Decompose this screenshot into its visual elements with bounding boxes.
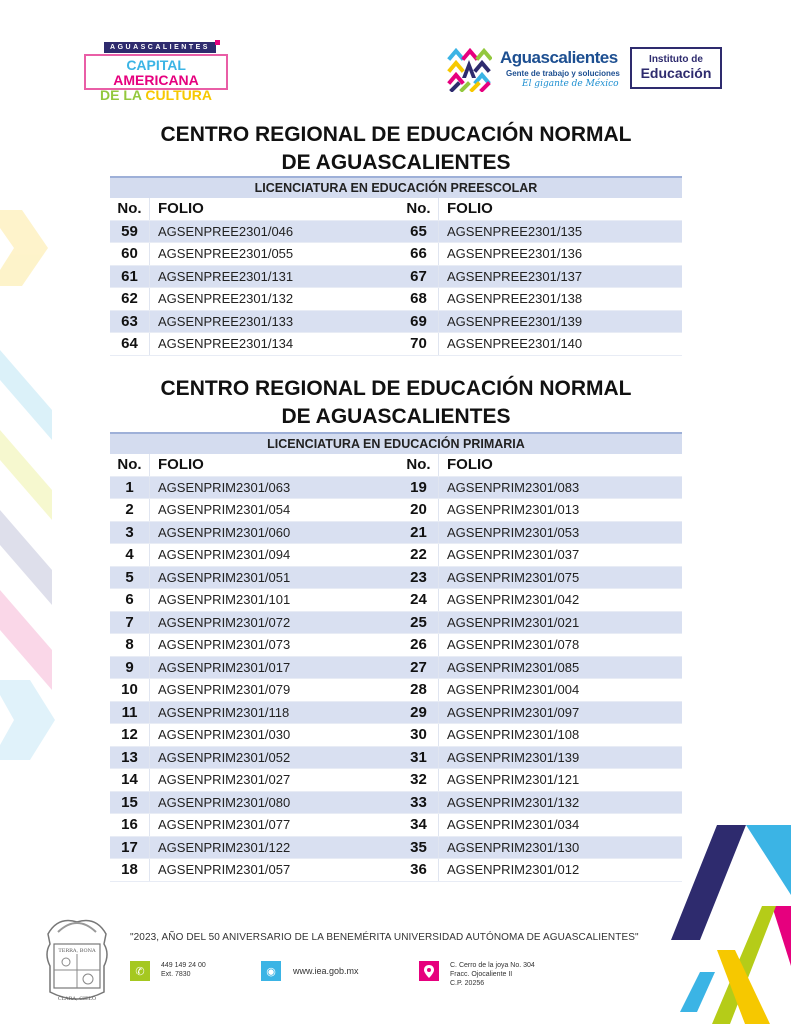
row-number: 33 <box>399 792 439 814</box>
instituto-educacion-logo <box>630 47 722 89</box>
row-number: 5 <box>110 567 150 589</box>
folio-cell: AGSENPRIM2301/017 <box>158 659 291 675</box>
row-number: 23 <box>399 567 439 589</box>
folio-cell: AGSENPREE2301/140 <box>447 336 583 351</box>
folio-cell: AGSENPREE2301/133 <box>158 313 294 329</box>
seal-text-top: TERRA, BONA <box>58 948 96 954</box>
footer-website[interactable] <box>261 961 359 981</box>
globe-icon: ◉ <box>261 961 281 981</box>
footer-address <box>419 961 535 988</box>
column-header-no: No. <box>110 454 150 476</box>
row-number: 69 <box>399 311 439 333</box>
table-row <box>110 657 682 680</box>
folio-cell: AGSENPREE2301/138 <box>447 291 583 306</box>
table-row <box>110 243 682 266</box>
table-header-row <box>110 198 682 221</box>
row-number: 60 <box>110 243 150 265</box>
row-number: 66 <box>399 243 439 265</box>
table-row <box>110 837 682 860</box>
cac-logo-top: AGUASCALIENTES <box>104 42 216 53</box>
column-header-folio: FOLIO <box>447 456 493 473</box>
row-number: 26 <box>399 634 439 656</box>
aguascalientes-a-graphic <box>671 825 791 1024</box>
table-row <box>110 702 682 725</box>
row-number: 63 <box>110 311 150 333</box>
row-number: 20 <box>399 499 439 521</box>
address-line-3: C.P. 20256 <box>450 980 485 987</box>
row-number: 27 <box>399 657 439 679</box>
folio-cell: AGSENPREE2301/131 <box>158 268 294 284</box>
folio-cell: AGSENPRIM2301/027 <box>158 772 291 787</box>
aguascalientes-government-logo <box>446 46 626 94</box>
folio-cell: AGSENPRIM2301/078 <box>447 637 580 652</box>
row-number: 12 <box>110 724 150 746</box>
row-number: 11 <box>110 702 150 724</box>
row-number: 62 <box>110 288 150 310</box>
row-number: 8 <box>110 634 150 656</box>
folio-cell: AGSENPREE2301/132 <box>158 291 294 306</box>
table-row <box>110 814 682 837</box>
table-subtitle: LICENCIATURA EN EDUCACIÓN PRIMARIA <box>110 432 682 454</box>
table-row <box>110 589 682 612</box>
folio-cell: AGSENPRIM2301/075 <box>447 569 580 585</box>
capital-americana-cultura-logo <box>84 42 232 103</box>
row-number: 35 <box>399 837 439 859</box>
row-number: 59 <box>110 221 150 243</box>
folio-cell: AGSENPRIM2301/101 <box>158 592 291 607</box>
folio-cell: AGSENPRIM2301/034 <box>447 817 580 832</box>
row-number: 70 <box>399 333 439 355</box>
row-number: 16 <box>110 814 150 836</box>
cac-line1a: CAPITAL <box>126 57 186 73</box>
folio-cell: AGSENPRIM2301/072 <box>158 614 291 630</box>
table-row <box>110 859 682 882</box>
table-row <box>110 679 682 702</box>
row-number: 19 <box>399 477 439 499</box>
folio-cell: AGSENPRIM2301/097 <box>447 704 580 720</box>
folio-cell: AGSENPRIM2301/132 <box>447 794 580 810</box>
row-number: 7 <box>110 612 150 634</box>
table-row <box>110 221 682 244</box>
folio-cell: AGSENPRIM2301/052 <box>158 749 291 765</box>
folio-cell: AGSENPRIM2301/085 <box>447 659 580 675</box>
folio-cell: AGSENPRIM2301/021 <box>447 614 580 630</box>
folio-cell: AGSENPRIM2301/108 <box>447 727 580 742</box>
row-number: 36 <box>399 859 439 881</box>
table-row <box>110 634 682 657</box>
iea-logo-line1: Instituto de <box>649 54 703 65</box>
table-body <box>110 221 682 356</box>
phone-icon: ✆ <box>130 961 150 981</box>
row-number: 6 <box>110 589 150 611</box>
column-header-folio: FOLIO <box>447 200 493 217</box>
row-number: 14 <box>110 769 150 791</box>
row-number: 17 <box>110 837 150 859</box>
table-row <box>110 544 682 567</box>
row-number: 30 <box>399 724 439 746</box>
column-header-no: No. <box>399 198 439 220</box>
folio-cell: AGSENPRIM2301/080 <box>158 794 291 810</box>
folio-cell: AGSENPREE2301/136 <box>447 246 583 261</box>
title-line-1: CENTRO REGIONAL DE EDUCACIÓN NORMAL <box>160 123 632 146</box>
row-number: 10 <box>110 679 150 701</box>
row-number: 13 <box>110 747 150 769</box>
row-number: 21 <box>399 522 439 544</box>
folio-cell: AGSENPREE2301/134 <box>158 336 294 351</box>
folio-cell: AGSENPRIM2301/094 <box>158 547 291 562</box>
row-number: 15 <box>110 792 150 814</box>
folio-cell: AGSENPRIM2301/130 <box>447 839 580 855</box>
table-row <box>110 266 682 289</box>
section-title-preescolar <box>110 121 682 177</box>
folio-table-preescolar <box>110 176 682 356</box>
table-row <box>110 567 682 590</box>
folio-cell: AGSENPRIM2301/053 <box>447 524 580 540</box>
website-link[interactable]: www.iea.gob.mx <box>293 966 359 976</box>
folio-cell: AGSENPRIM2301/060 <box>158 524 291 540</box>
ags-logo-name: Aguascalientes <box>500 48 618 67</box>
column-header-no: No. <box>110 198 150 220</box>
row-number: 9 <box>110 657 150 679</box>
cac-logo-box <box>84 54 228 103</box>
table-row <box>110 288 682 311</box>
table-row <box>110 769 682 792</box>
folio-cell: AGSENPRIM2301/042 <box>447 592 580 607</box>
row-number: 34 <box>399 814 439 836</box>
table-row <box>110 333 682 356</box>
folio-cell: AGSENPRIM2301/073 <box>158 637 291 652</box>
folio-cell: AGSENPREE2301/055 <box>158 246 294 261</box>
folio-cell: AGSENPRIM2301/122 <box>158 839 291 855</box>
table-row <box>110 747 682 770</box>
row-number: 4 <box>110 544 150 566</box>
row-number: 61 <box>110 266 150 288</box>
row-number: 24 <box>399 589 439 611</box>
title-line-2: DE AGUASCALIENTES <box>281 151 511 174</box>
table-row <box>110 724 682 747</box>
column-header-folio: FOLIO <box>158 200 204 217</box>
row-number: 64 <box>110 333 150 355</box>
folio-cell: AGSENPRIM2301/121 <box>447 772 580 787</box>
folio-cell: AGSENPRIM2301/054 <box>158 502 291 517</box>
table-row <box>110 612 682 635</box>
cac-line1b: AMERICANA <box>113 72 199 88</box>
folio-cell: AGSENPREE2301/046 <box>158 223 294 239</box>
footer-phone <box>130 961 206 981</box>
table-row <box>110 311 682 334</box>
folio-cell: AGSENPRIM2301/079 <box>158 682 291 697</box>
phone-number: 449 149 24 00 <box>161 962 206 969</box>
row-number: 25 <box>399 612 439 634</box>
ags-logo-slogan: El gigante de México <box>522 79 619 89</box>
row-number: 29 <box>399 702 439 724</box>
table-header-row <box>110 454 682 477</box>
column-header-folio: FOLIO <box>158 456 204 473</box>
table-subtitle: LICENCIATURA EN EDUCACIÓN PREESCOLAR <box>110 176 682 198</box>
cac-line2b: CULTURA <box>145 87 212 103</box>
folio-cell: AGSENPRIM2301/004 <box>447 682 580 697</box>
row-number: 31 <box>399 747 439 769</box>
phone-extension: Ext. 7830 <box>161 971 191 978</box>
table-row <box>110 499 682 522</box>
row-number: 3 <box>110 522 150 544</box>
folio-cell: AGSENPREE2301/139 <box>447 313 583 329</box>
address-line-1: C. Cerro de la joya No. 304 <box>450 962 535 969</box>
folio-cell: AGSENPRIM2301/063 <box>158 479 291 495</box>
row-number: 28 <box>399 679 439 701</box>
row-number: 18 <box>110 859 150 881</box>
folio-cell: AGSENPRIM2301/012 <box>447 862 580 877</box>
address-line-2: Fracc. Ojocaliente II <box>450 971 513 978</box>
folio-cell: AGSENPRIM2301/057 <box>158 862 291 877</box>
state-coat-of-arms-seal <box>38 914 116 1006</box>
folio-cell: AGSENPREE2301/137 <box>447 268 583 284</box>
folio-cell: AGSENPRIM2301/037 <box>447 547 580 562</box>
folio-table-primaria <box>110 432 682 882</box>
iea-logo-line2: Educación <box>640 65 712 81</box>
row-number: 1 <box>110 477 150 499</box>
table-row <box>110 522 682 545</box>
folio-cell: AGSENPRIM2301/118 <box>158 704 290 720</box>
ags-logo-tagline: Gente de trabajo y soluciones <box>506 69 620 78</box>
row-number: 22 <box>399 544 439 566</box>
aguascalientes-chevron-icon <box>446 46 492 92</box>
folio-cell: AGSENPRIM2301/030 <box>158 727 291 742</box>
title-line-2: DE AGUASCALIENTES <box>281 405 511 428</box>
seal-text-bottom: CLARA, CIELO <box>57 996 97 1002</box>
folio-cell: AGSENPRIM2301/051 <box>158 569 291 585</box>
table-row <box>110 792 682 815</box>
folio-cell: AGSENPRIM2301/083 <box>447 479 580 495</box>
left-chevron-pattern <box>0 210 55 760</box>
folio-cell: AGSENPRIM2301/013 <box>447 502 580 517</box>
folio-cell: AGSENPRIM2301/077 <box>158 817 291 832</box>
row-number: 65 <box>399 221 439 243</box>
location-pin-icon <box>419 961 439 981</box>
table-body <box>110 477 682 882</box>
table-row <box>110 477 682 500</box>
footer-quote: "2023, AÑO DEL 50 ANIVERSARIO DE LA BENEMÉRITA UNIVERSIDAD AUTÓNOMA DE AGUASCALIENTES" <box>130 932 639 943</box>
row-number: 32 <box>399 769 439 791</box>
cac-line2a: DE LA <box>100 87 142 103</box>
column-header-no: No. <box>399 454 439 476</box>
row-number: 68 <box>399 288 439 310</box>
folio-cell: AGSENPREE2301/135 <box>447 223 583 239</box>
section-title-primaria <box>110 375 682 431</box>
folio-cell: AGSENPRIM2301/139 <box>447 749 580 765</box>
row-number: 2 <box>110 499 150 521</box>
row-number: 67 <box>399 266 439 288</box>
title-line-1: CENTRO REGIONAL DE EDUCACIÓN NORMAL <box>160 377 632 400</box>
